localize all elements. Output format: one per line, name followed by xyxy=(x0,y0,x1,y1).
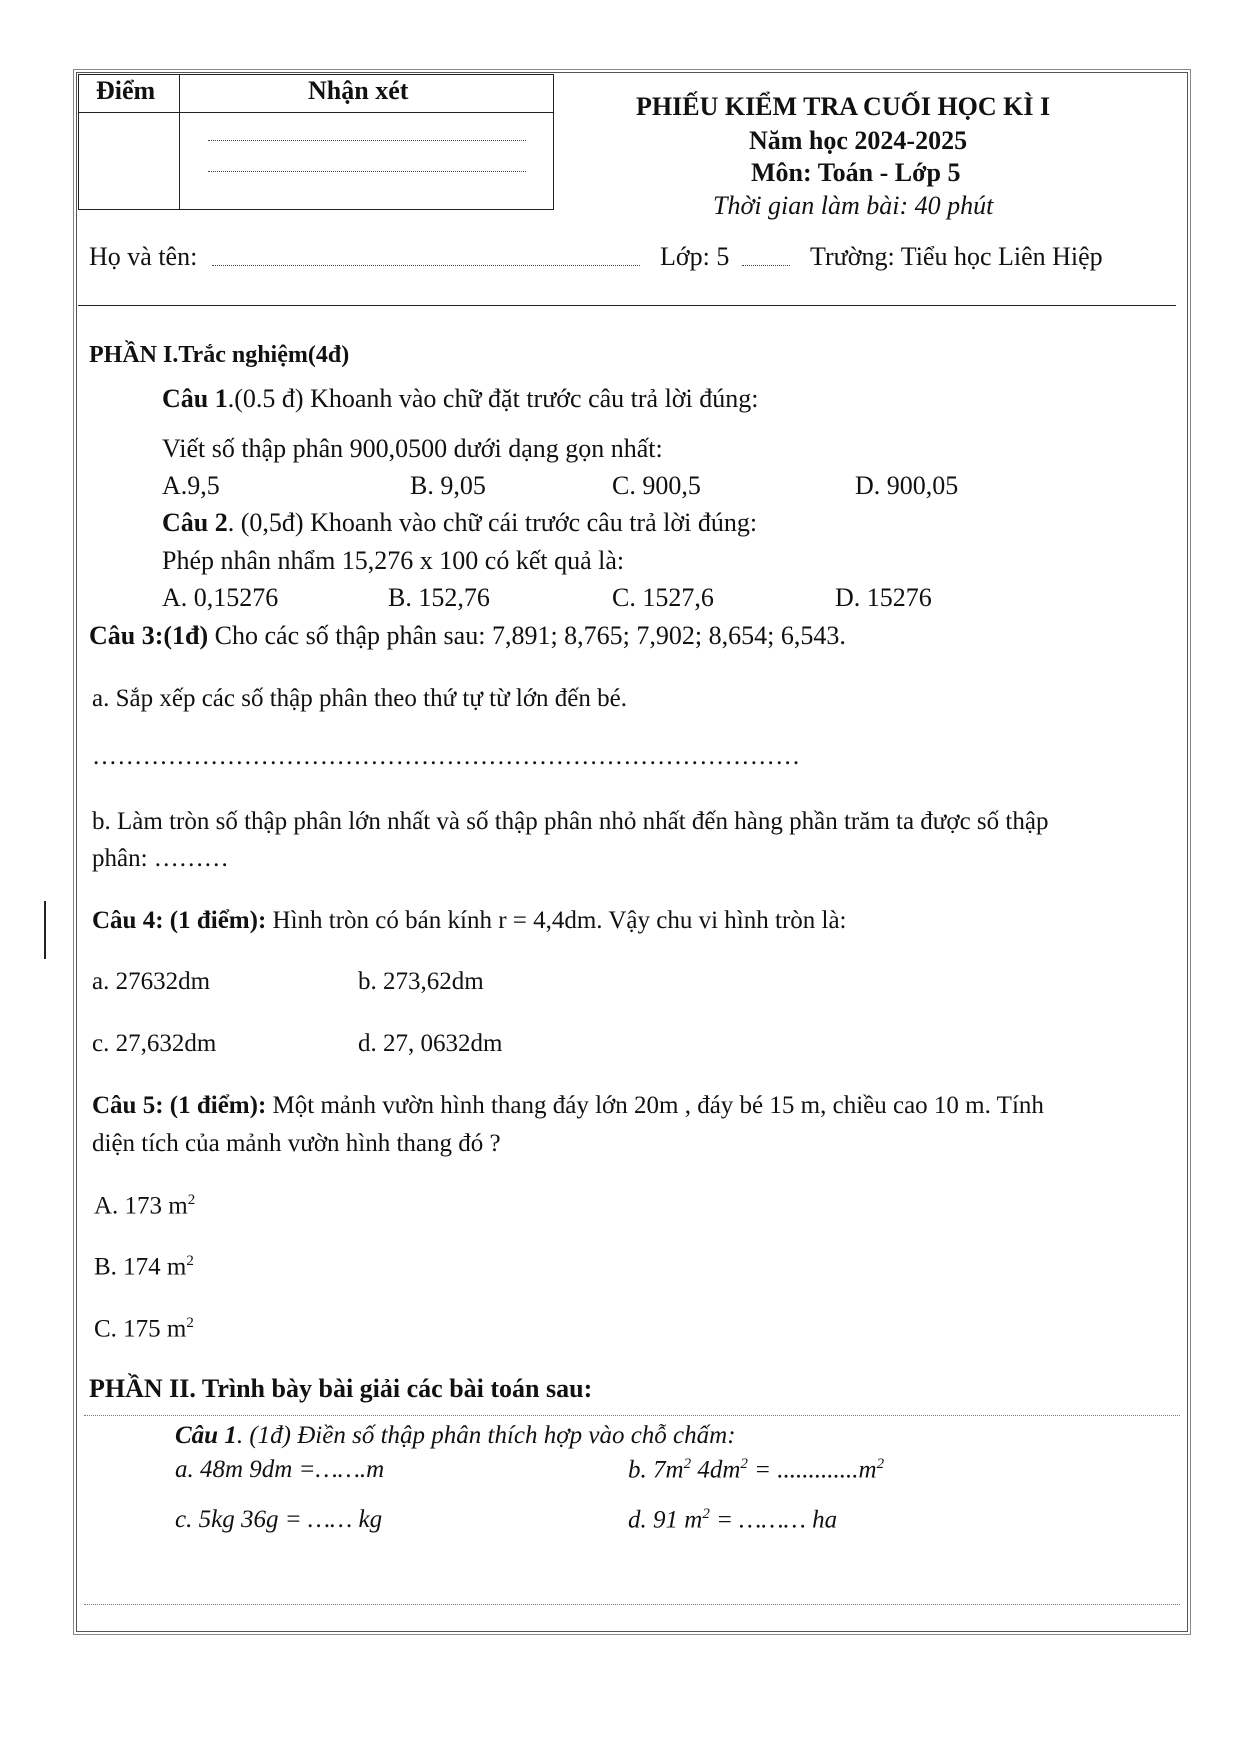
duration: Thời gian làm bài: 40 phút xyxy=(713,191,994,220)
q1-option-b[interactable]: B. 9,05 xyxy=(410,471,486,500)
part2-divider xyxy=(84,1415,1180,1416)
header-divider xyxy=(78,305,1176,306)
q5-heading: Câu 5: (1 điểm): Một mảnh vườn hình thang đáy lớn 20m , đáy bé 15 m, chiều cao 10 m. Tính xyxy=(92,1092,1044,1119)
class-label: Lớp: 5 xyxy=(660,242,730,271)
exam-title: PHIẾU KIỂM TRA CUỐI HỌC KÌ I xyxy=(636,92,1051,121)
q3-part-b-line2: phân: ……… xyxy=(92,845,229,872)
subject: Môn: Toán - Lớp 5 xyxy=(751,158,961,187)
p2-q1-d[interactable]: d. 91 $m^2$ = ……… ha xyxy=(628,1506,838,1534)
comment-line-2[interactable] xyxy=(208,171,526,172)
q2-heading: Câu 2. (0,5đ) Khoanh vào chữ cái trước câu trả lời đúng: xyxy=(162,508,758,537)
q4-option-b[interactable]: b. 273,62dm xyxy=(358,968,484,995)
bottom-divider xyxy=(84,1604,1180,1605)
q1-prompt: Viết số thập phân 900,0500 dưới dạng gọn nhất: xyxy=(162,434,663,463)
q2-option-b[interactable]: B. 152,76 xyxy=(388,583,490,612)
q2-prompt: Phép nhân nhẩm 15,276 x 100 có kết quả là: xyxy=(162,546,625,575)
q4-option-c[interactable]: c. 27,632dm xyxy=(92,1030,217,1057)
part2-title: PHẦN II. Trình bày bài giải các bài toán sau: xyxy=(89,1374,593,1403)
p2-q1-c[interactable]: c. 5kg 36g = …… kg xyxy=(175,1506,383,1533)
q2-option-d[interactable]: D. 15276 xyxy=(835,583,932,612)
p2-q1-b[interactable]: b. $7m^2$ $4dm^2 = .............m^2$ xyxy=(628,1456,885,1484)
p2-q1-heading: Câu 1. (1đ) Điền số thập phân thích hợp vào chỗ chấm: xyxy=(175,1422,736,1449)
q2-option-c[interactable]: C. 1527,6 xyxy=(612,583,714,612)
q1-option-a[interactable]: A.9,5 xyxy=(162,471,220,500)
q3-heading: Câu 3:(1đ) Cho các số thập phân sau: 7,891; 8,765; 7,902; 8,654; 6,543. xyxy=(89,621,846,650)
comment-line-1[interactable] xyxy=(208,140,526,141)
part1-title: PHẦN I.Trắc nghiệm(4đ) xyxy=(89,342,350,368)
q5-option-b[interactable]: B. 174 $m^2$ xyxy=(94,1253,194,1281)
p2-q1-a[interactable]: a. 48m 9dm =…….m xyxy=(175,1456,385,1483)
class-field[interactable] xyxy=(742,265,790,266)
name-label: Họ và tên: xyxy=(89,242,198,271)
q4-heading: Câu 4: (1 điểm): Hình tròn có bán kính r = 4,4dm. Vậy chu vi hình tròn là: xyxy=(92,907,847,934)
q3-answer-line[interactable]: ………………………………………………………………………… xyxy=(92,743,801,770)
school-label: Trường: Tiểu học Liên Hiệp xyxy=(810,242,1103,271)
margin-mark xyxy=(44,901,46,959)
score-label: Điểm xyxy=(96,76,156,105)
q5-text-line2: diện tích của mảnh vườn hình thang đó ? xyxy=(92,1130,501,1157)
comment-label: Nhận xét xyxy=(308,76,409,105)
q5-option-a[interactable]: A. 173 $m^2$ xyxy=(94,1192,196,1220)
q3-part-b-line1: b. Làm tròn số thập phân lớn nhất và số thập phân nhỏ nhất đến hàng phần trăm ta được số thập xyxy=(92,808,1049,835)
name-field[interactable] xyxy=(212,265,640,266)
school-year: Năm học 2024-2025 xyxy=(749,126,968,155)
q2-option-a[interactable]: A. 0,15276 xyxy=(162,583,279,612)
q3-part-a: a. Sắp xếp các số thập phân theo thứ tự từ lớn đến bé. xyxy=(92,685,627,712)
q4-option-a[interactable]: a. 27632dm xyxy=(92,968,211,995)
q1-option-d[interactable]: D. 900,05 xyxy=(855,471,959,500)
q4-option-d[interactable]: d. 27, 0632dm xyxy=(358,1030,503,1057)
q5-option-c[interactable]: C. 175 $m^2$ xyxy=(94,1315,194,1343)
q1-option-c[interactable]: C. 900,5 xyxy=(612,471,701,500)
q1-heading: Câu 1.(0.5 đ) Khoanh vào chữ đặt trước câu trả lời đúng: xyxy=(162,384,759,413)
